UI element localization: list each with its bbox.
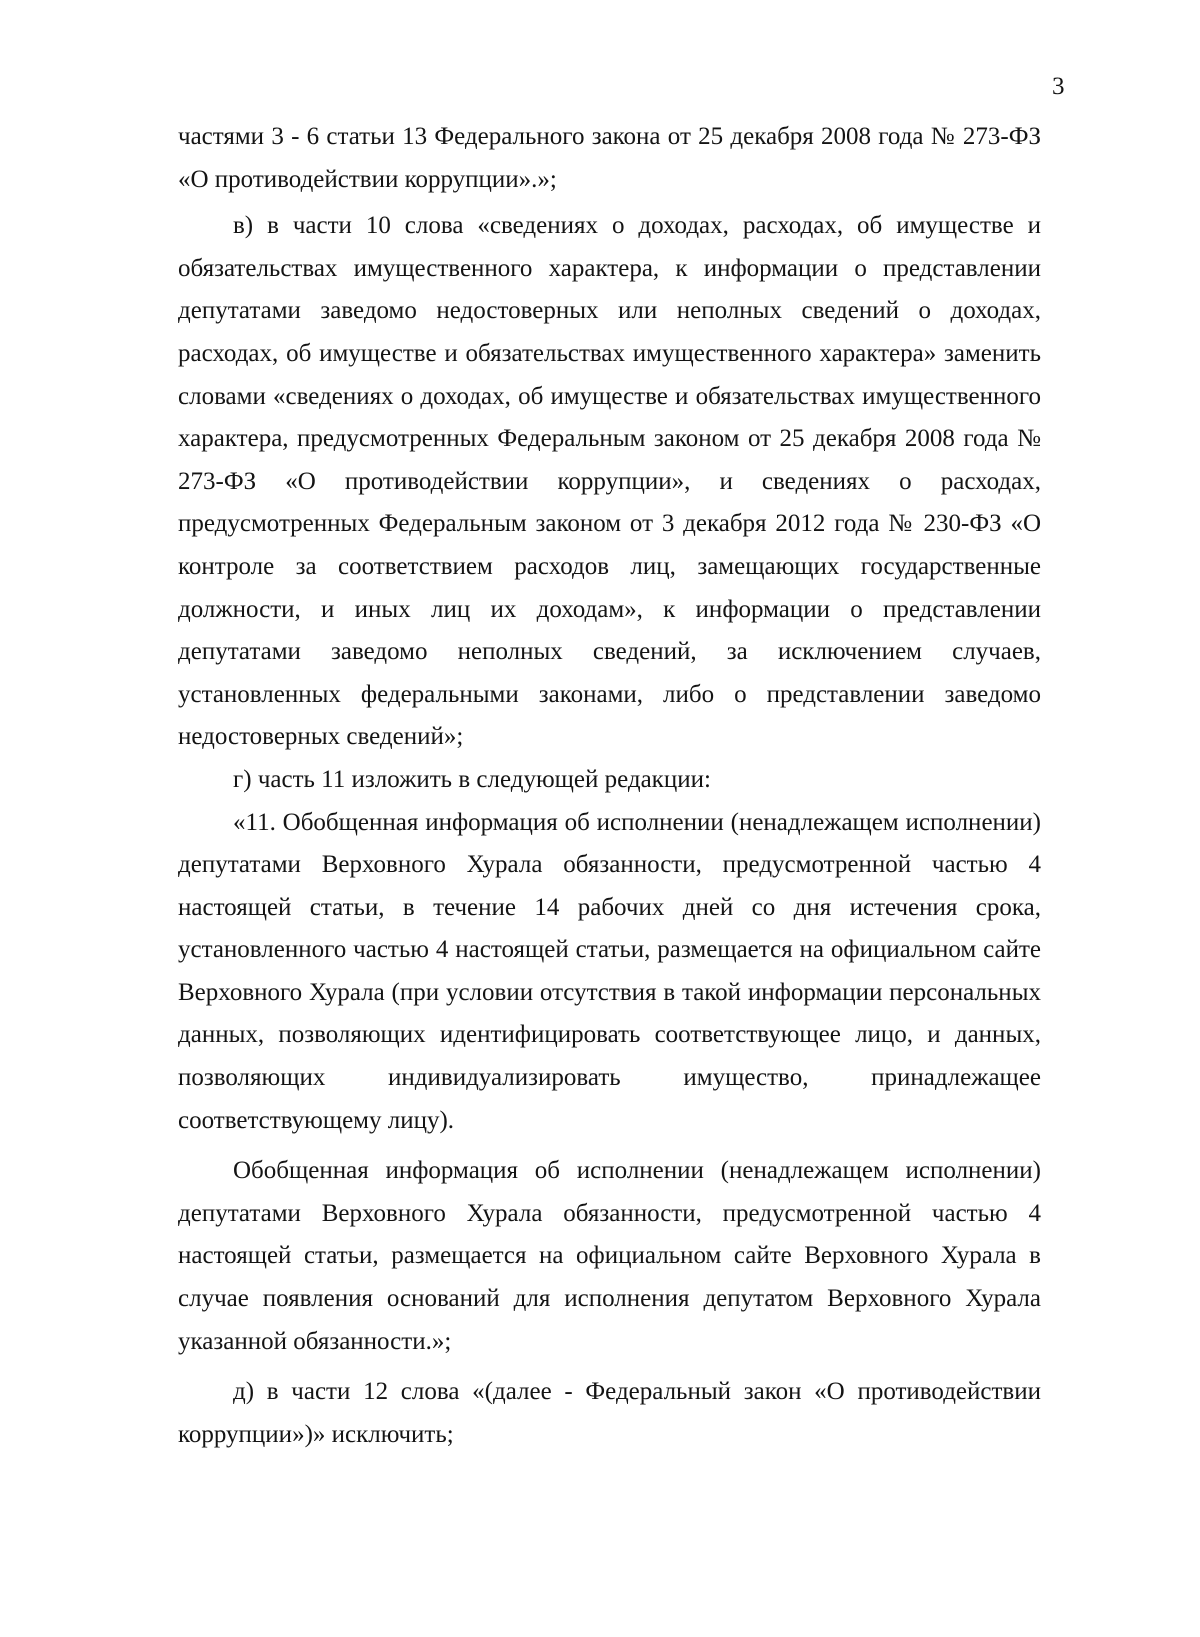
paragraph-continuation: частями 3 - 6 статьи 13 Федерального закона от 25 декабря 2008 года № 273-ФЗ «О противодействии коррупции».»; <box>178 123 1041 193</box>
paragraph-summary-info: Обобщенная информация об исполнении (ненадлежащем исполнении) депутатами Верховного Хурала обязанности, предусмотренной частью 4 настоящей статьи, размещается на официальном сайте Верховного Хурала в случае появления оснований для исполнения депутатом Верховного Хурала указанной обязанности.»; <box>178 1157 1041 1355</box>
document-body <box>178 116 1041 1456</box>
paragraph-item-v: в) в части 10 слова «сведениях о доходах, расходах, об имуществе и обязательствах имущественного характера, к информации о представлении депутатами заведомо недостоверных или неполных сведений о доходах, расходах, об имуществе и обязательствах имущественного характера» заменить словами «сведениях о доходах, об имуществе и обязательствах имущественного характера, предусмотренных Федеральным законом от 25 декабря 2008 года № 273-ФЗ «О противодействии коррупции», и сведениях о расходах, предусмотренных Федеральным законом от 3 декабря 2012 года № 230-ФЗ «О контроле за соответствием расходов лиц, замещающих государственные должности, и иных лиц их доходам», к информации о представлении депутатами заведомо неполных сведений, за исключением случаев, установленных федеральными законами, либо о представлении заведомо недостоверных сведений»; <box>178 212 1041 751</box>
page-number: 3 <box>1052 73 1065 100</box>
paragraph-item-g: г) часть 11 изложить в следующей редакции: <box>233 765 711 793</box>
paragraph-part-11: «11. Обобщенная информация об исполнении (ненадлежащем исполнении) депутатами Верховного Хурала обязанности, предусмотренной частью 4 настоящей статьи, в течение 14 рабочих дней со дня истечения срока, установленного частью 4 настоящей статьи, размещается на официальном сайте Верховного Хурала (при условии отсутствия в такой информации персональных данных, позволяющих идентифицировать соответствующее лицо, и данных, позволяющих индивидуализировать имущество, принадлежащее соответствующему лицу). <box>178 808 1041 1134</box>
paragraph-item-d: д) в части 12 слова «(далее - Федеральный закон «О противодействии коррупции»)» исключить; <box>178 1378 1041 1448</box>
